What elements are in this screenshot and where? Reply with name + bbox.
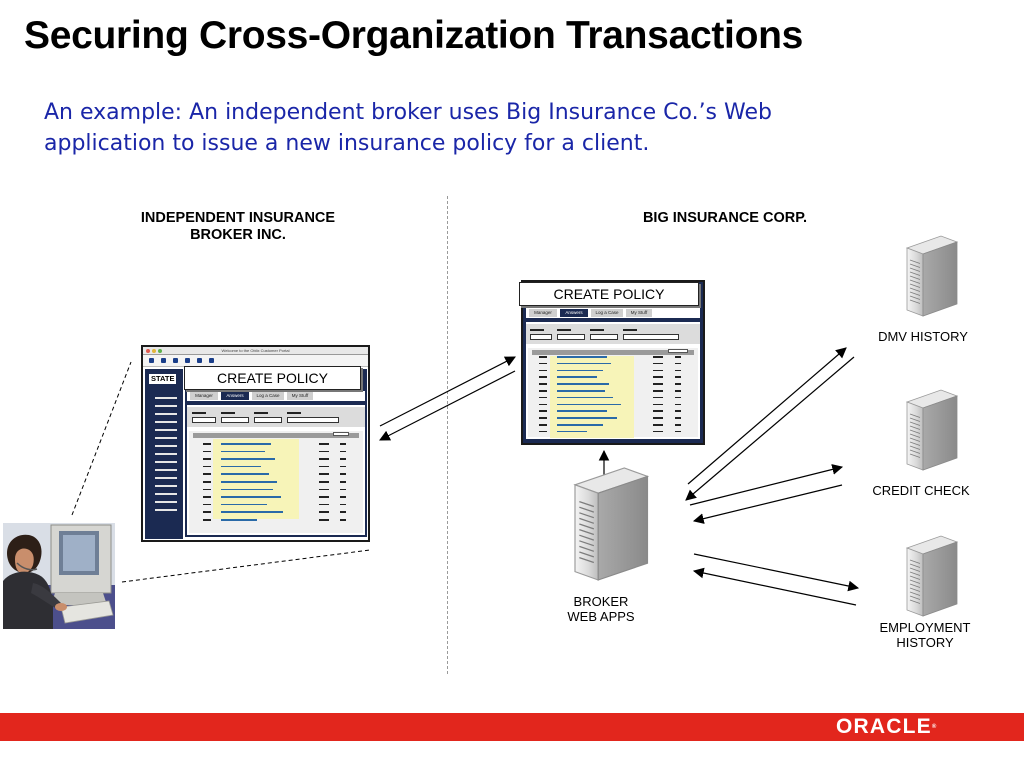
grid-row-link [221, 443, 271, 445]
grid-row-link [557, 383, 609, 385]
grid-row-cell [319, 443, 329, 445]
grid-row-cell [675, 390, 681, 392]
dmv-history-label: DMV HISTORY [878, 329, 968, 344]
sidebar-line [155, 509, 177, 511]
footer-bar [0, 713, 1024, 741]
grid-row-marker [203, 504, 211, 506]
grid-row-link [557, 397, 613, 399]
grid-row-cell [653, 376, 663, 378]
grid-row-cell [319, 496, 329, 498]
forward-icon [161, 358, 166, 363]
grid-row-marker [539, 376, 547, 378]
employment-history-label-line-2: HISTORY [896, 635, 954, 650]
employment-history-server-icon [907, 536, 957, 616]
user-photo-illustration [3, 523, 115, 629]
grid-row-cell [319, 519, 329, 521]
broker-org-label-line-2: BROKER INC. [190, 227, 286, 243]
broker-window-sidebar [145, 369, 183, 539]
grid-row-marker [203, 481, 211, 483]
grid-row-link [557, 356, 607, 358]
filter-select[interactable] [192, 417, 216, 423]
sidebar-line [155, 461, 177, 463]
grid-row-link [221, 511, 283, 513]
grid-row-cell [340, 489, 346, 491]
grid-row-cell [340, 466, 346, 468]
broker-org-label-line-1: INDEPENDENT INSURANCE [140, 210, 336, 226]
grid-row-link [557, 376, 597, 378]
grid-row-cell [340, 473, 346, 475]
grid-row-cell [653, 397, 663, 399]
filter-select[interactable] [557, 334, 585, 340]
grid-row-marker [539, 383, 547, 385]
grid-row-link [557, 410, 607, 412]
grid-row-cell [340, 519, 346, 521]
grid-row-link [557, 417, 617, 419]
grid-row-marker [203, 496, 211, 498]
dmv-history-server-icon [907, 236, 957, 316]
tab-log-a-case[interactable]: Log a Case [591, 309, 623, 317]
grid-row-cell [675, 376, 681, 378]
grid-row-cell [653, 417, 663, 419]
broker-filter-row [187, 407, 365, 427]
sidebar-line [155, 477, 177, 479]
grid-row-cell [340, 496, 346, 498]
grid-row-marker [539, 404, 547, 406]
filter-select[interactable] [287, 417, 339, 423]
employment-history-label-line-1: EMPLOYMENT [879, 620, 971, 635]
grid-row-cell [675, 431, 681, 433]
tab-log-a-case[interactable]: Log a Case [252, 392, 284, 400]
grid-row-cell [653, 356, 663, 358]
arrow-from-credit [694, 485, 842, 521]
arrow-to-dmv [688, 348, 846, 484]
arrow-from-employment [694, 571, 856, 605]
grid-row-marker [539, 397, 547, 399]
oracle-logo [836, 716, 936, 738]
minimize-dot-icon [152, 349, 156, 353]
grid-row-cell [653, 363, 663, 365]
grid-row-marker [539, 431, 547, 433]
sidebar-line [155, 453, 177, 455]
credit-check-label: CREDIT CHECK [872, 483, 970, 498]
sidebar-line [155, 397, 177, 399]
broker-web-apps-server-icon [575, 468, 648, 580]
insurer-filter-row [526, 324, 700, 344]
print-icon [209, 358, 214, 363]
filter-select[interactable] [221, 417, 249, 423]
oracle-logo-text: ORACLE [836, 715, 932, 738]
grid-row-cell [653, 390, 663, 392]
slide-title: Securing Cross-Organization Transactions [24, 14, 804, 57]
sidebar-line [155, 413, 177, 415]
sidebar-line [155, 429, 177, 431]
grid-row-link [221, 473, 269, 475]
grid-row-cell [675, 397, 681, 399]
dashed-connector-top [72, 362, 131, 515]
grid-row-cell [653, 383, 663, 385]
grid-row-cell [653, 431, 663, 433]
grid-row-cell [675, 410, 681, 412]
grid-row-link [221, 481, 277, 483]
grid-button[interactable] [668, 349, 688, 353]
slide-subtitle [44, 97, 944, 159]
back-icon [149, 358, 154, 363]
grid-row-marker [203, 473, 211, 475]
insurer-results-grid [528, 348, 698, 437]
grid-row-link [221, 504, 267, 506]
grid-row-link [557, 431, 587, 433]
grid-row-cell [675, 404, 681, 406]
grid-row-marker [203, 519, 211, 521]
broker-org-label [98, 210, 378, 244]
grid-row-link [557, 370, 603, 372]
grid-row-cell [675, 370, 681, 372]
registered-mark: ® [931, 724, 937, 730]
grid-row-cell [675, 356, 681, 358]
grid-row-cell [653, 410, 663, 412]
subtitle-line-1: An example: An independent broker uses Big Insurance Co.’s Web [44, 100, 772, 125]
grid-row-marker [203, 489, 211, 491]
filter-select[interactable] [254, 417, 282, 423]
arrow-to-employment [694, 554, 858, 588]
grid-row-marker [539, 410, 547, 412]
zoom-dot-icon [158, 349, 162, 353]
broker-web-apps-label-line-2: WEB APPS [567, 609, 635, 624]
grid-row-cell [340, 458, 346, 460]
grid-row-link [221, 496, 281, 498]
grid-row-marker [539, 390, 547, 392]
grid-row-marker [203, 458, 211, 460]
grid-row-cell [340, 443, 346, 445]
grid-row-marker [539, 417, 547, 419]
sidebar-line [155, 421, 177, 423]
grid-row-cell [675, 424, 681, 426]
grid-row-cell [319, 473, 329, 475]
broker-create-policy-label[interactable]: CREATE POLICY [184, 366, 361, 390]
arrow-to-credit [690, 467, 842, 505]
broker-policy-panel [185, 369, 367, 537]
filter-select[interactable] [530, 334, 552, 340]
sidebar-line [155, 485, 177, 487]
refresh-icon [185, 358, 190, 363]
grid-row-cell [319, 489, 329, 491]
insurer-org-label: BIG INSURANCE CORP. [642, 210, 808, 226]
grid-row-cell [653, 404, 663, 406]
grid-row-marker [539, 356, 547, 358]
tab-my-stuff[interactable]: My Stuff [626, 309, 652, 317]
grid-row-cell [340, 504, 346, 506]
insurer-tabs [526, 308, 700, 318]
broker-tabs [187, 391, 365, 401]
grid-row-marker [203, 511, 211, 513]
credit-check-server-icon [907, 390, 957, 470]
grid-row-link [557, 424, 603, 426]
home-icon [197, 358, 202, 363]
grid-row-marker [539, 370, 547, 372]
grid-row-link [221, 489, 273, 491]
grid-row-marker [203, 451, 211, 453]
grid-row-marker [539, 363, 547, 365]
sidebar-line [155, 445, 177, 447]
grid-row-cell [675, 417, 681, 419]
grid-row-cell [319, 466, 329, 468]
filter-select[interactable] [590, 334, 618, 340]
grid-row-link [221, 466, 261, 468]
grid-row-link [557, 404, 621, 406]
sidebar-line [155, 405, 177, 407]
grid-row-cell [340, 451, 346, 453]
employment-history-label [864, 620, 986, 650]
grid-row-link [221, 458, 275, 460]
grid-row-cell [319, 504, 329, 506]
user-at-computer-photo [3, 523, 115, 629]
sidebar-line [155, 501, 177, 503]
org-divider [447, 196, 448, 674]
state-label: STATE [151, 374, 175, 383]
sidebar-line [155, 493, 177, 495]
grid-row-cell [653, 370, 663, 372]
tab-answers[interactable]: Answers [221, 392, 249, 400]
close-dot-icon [146, 349, 150, 353]
dashed-connector-bottom [122, 550, 370, 582]
grid-row-cell [319, 511, 329, 513]
grid-row-link [221, 451, 265, 453]
tab-manager[interactable]: Manager [190, 392, 218, 400]
broker-window-titlebar: Welcome to the Oblix Customer Portal [143, 347, 368, 355]
grid-row-cell [319, 481, 329, 483]
grid-row-cell [653, 424, 663, 426]
grid-row-cell [319, 458, 329, 460]
grid-row-cell [340, 511, 346, 513]
grid-row-link [557, 363, 611, 365]
grid-row-link [221, 519, 257, 521]
grid-button[interactable] [333, 432, 349, 436]
tab-my-stuff[interactable]: My Stuff [287, 392, 313, 400]
sidebar-line [155, 469, 177, 471]
subtitle-line-2: application to issue a new insurance policy for a client. [44, 131, 650, 156]
grid-row-cell [675, 383, 681, 385]
tab-manager[interactable]: Manager [529, 309, 557, 317]
grid-row-cell [319, 451, 329, 453]
insurer-policy-panel [523, 282, 703, 443]
grid-row-marker [203, 466, 211, 468]
stop-icon [173, 358, 178, 363]
filter-select[interactable] [623, 334, 679, 340]
grid-row-cell [340, 481, 346, 483]
arrow-from-dmv [686, 357, 854, 500]
insurer-create-policy-label[interactable]: CREATE POLICY [519, 282, 699, 306]
broker-web-apps-label [551, 594, 651, 624]
sidebar-line [155, 437, 177, 439]
tab-answers[interactable]: Answers [560, 309, 588, 317]
grid-row-marker [539, 424, 547, 426]
broker-web-apps-label-line-1: BROKER [573, 594, 629, 609]
grid-row-link [557, 390, 605, 392]
grid-row-marker [203, 443, 211, 445]
grid-row-cell [675, 363, 681, 365]
